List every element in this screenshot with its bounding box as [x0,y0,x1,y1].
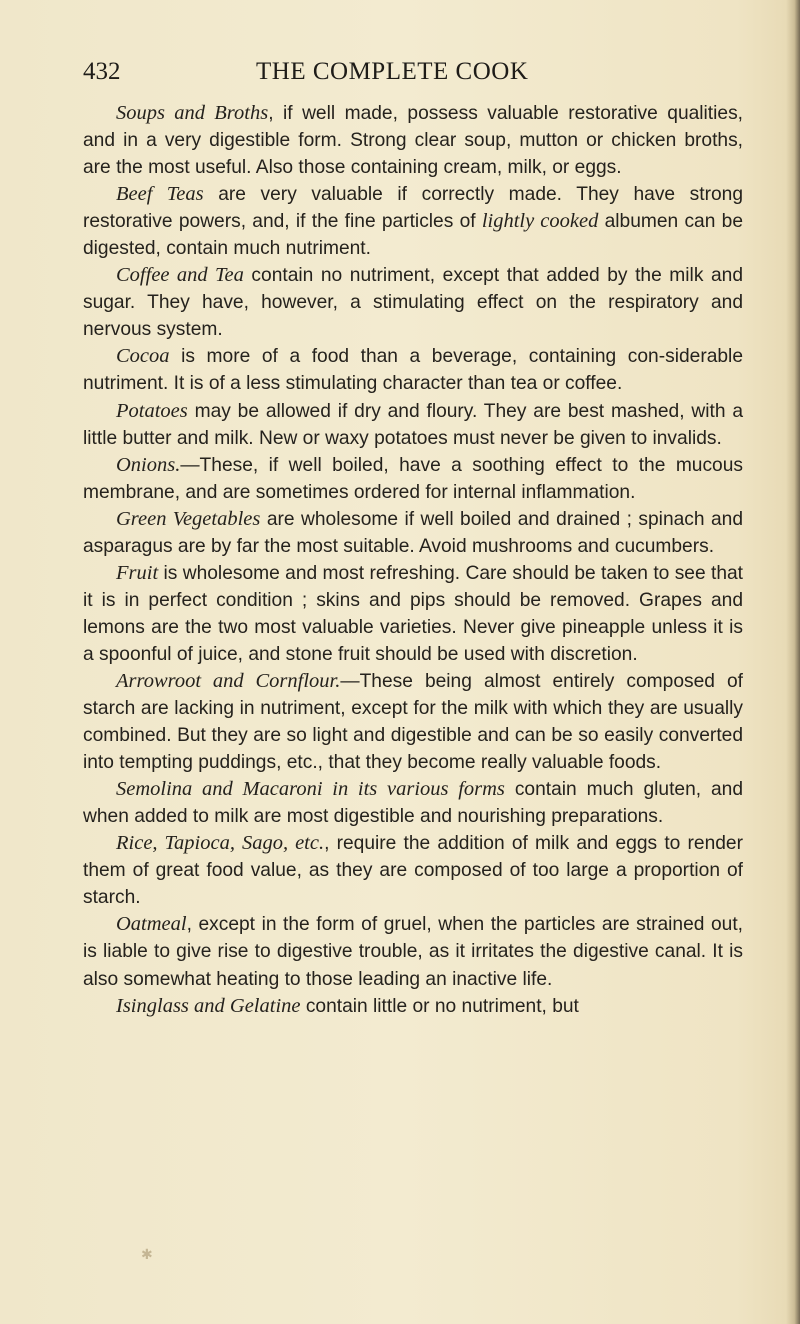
paragraph-text: —These being almost entirely composed of starch are lacking in nutriment, except for the milk with which they are usually combined. But they are so light and digestible and can be so easily converted into tempting puddings, etc., that they become really valuable foods. [83,670,743,774]
page-number: 432 [83,58,121,85]
term-cocoa: Cocoa [116,345,170,368]
paragraph-text: , except in the form of gruel, when the particles are strained out, is liable to give rise to digestive trouble, as it irritates the digestive canal. It is also somewhat heating to those leading an inactive life. [83,914,743,990]
paragraph-soups [83,100,743,181]
paragraph-cocoa [83,343,743,397]
term-lightly-cooked: lightly cooked [481,210,599,233]
paragraph-fruit [83,560,743,668]
ink-smudge: ✱ [141,1247,153,1263]
paragraph-text: are wholesome if well boiled and drained ; spinach and asparagus are by far the most suitable. Avoid mushrooms and cucumbers. [83,508,744,557]
running-title: THE COMPLETE COOK [256,58,529,85]
term-beef-teas: Beef Teas [116,183,204,206]
paragraph-semolina [83,776,743,830]
paragraph-text: contain little or no nutriment, but [300,995,579,1017]
term-potatoes: Potatoes [116,399,188,422]
paragraph-beef-teas [83,181,743,262]
paragraph-rice [83,830,743,911]
term-green-vegetables: Green Vegetables [116,507,261,530]
term-isinglass: Isinglass and Gelatine [116,994,301,1017]
paragraph-text: may be allowed if dry and floury. They are best mashed, with a little butter and milk. New or waxy potatoes must never be given to invalids. [83,400,743,449]
term-rice: Rice, Tapioca, Sago, etc. [116,832,325,855]
paragraph-arrowroot [83,668,743,776]
paragraph-green-vegetables [83,506,743,560]
paragraph-text: —These, if well boiled, have a soothing effect to the mucous membrane, and are sometimes ordered for internal inflammation. [83,454,743,503]
paragraph-isinglass [83,993,743,1020]
paragraph-oatmeal [83,911,743,992]
term-oatmeal: Oatmeal [116,913,187,936]
term-fruit: Fruit [116,561,159,584]
paragraph-coffee-tea [83,262,743,343]
body-text [83,100,743,1020]
paragraph-text: , require the addition of milk and eggs to render them of great food value, as they are composed of too large a proportion of starch. [83,833,743,909]
term-coffee-tea: Coffee and Tea [116,264,244,287]
term-semolina: Semolina and Macaroni in its various forms [116,778,505,801]
paragraph-text: contain much gluten, and when added to milk are most digestible and nourishing preparations. [83,779,743,828]
paragraph-potatoes [83,398,743,452]
term-arrowroot: Arrowroot and Cornflour. [116,669,341,692]
paragraph-onions [83,452,743,506]
page-header [83,58,743,90]
paragraph-text: albumen can be digested, contain much nutriment. [83,211,743,260]
paragraph-text: , if well made, possess valuable restorative qualities, and in a very digestible form. Strong clear soup, mutton or chicken broths, are the most useful. Also those containing cream, milk, or eggs. [83,103,743,179]
paragraph-text: is wholesome and most refreshing. Care should be taken to see that it is in perfect condition ; skins and pips should be removed. Grapes and lemons are the two most valuable varieties. Never give pineapple unless it is a spoonful of juice, and stone fruit should be used with discretion. [83,562,743,665]
paragraph-text: are very valuable if correctly made. They have strong restorative powers, and, if the fine particles of [83,184,743,233]
page-edge-shadow [786,0,800,1324]
paragraph-text: is more of a food than a beverage, containing con-siderable nutriment. It is of a less stimulating character than tea or coffee. [83,346,743,395]
paragraph-text: contain no nutriment, except that added by the milk and sugar. They have, however, a stimulating effect on the respiratory and nervous system. [83,265,743,341]
term-onions: Onions. [116,453,181,476]
term-soups: Soups and Broths [116,102,269,124]
